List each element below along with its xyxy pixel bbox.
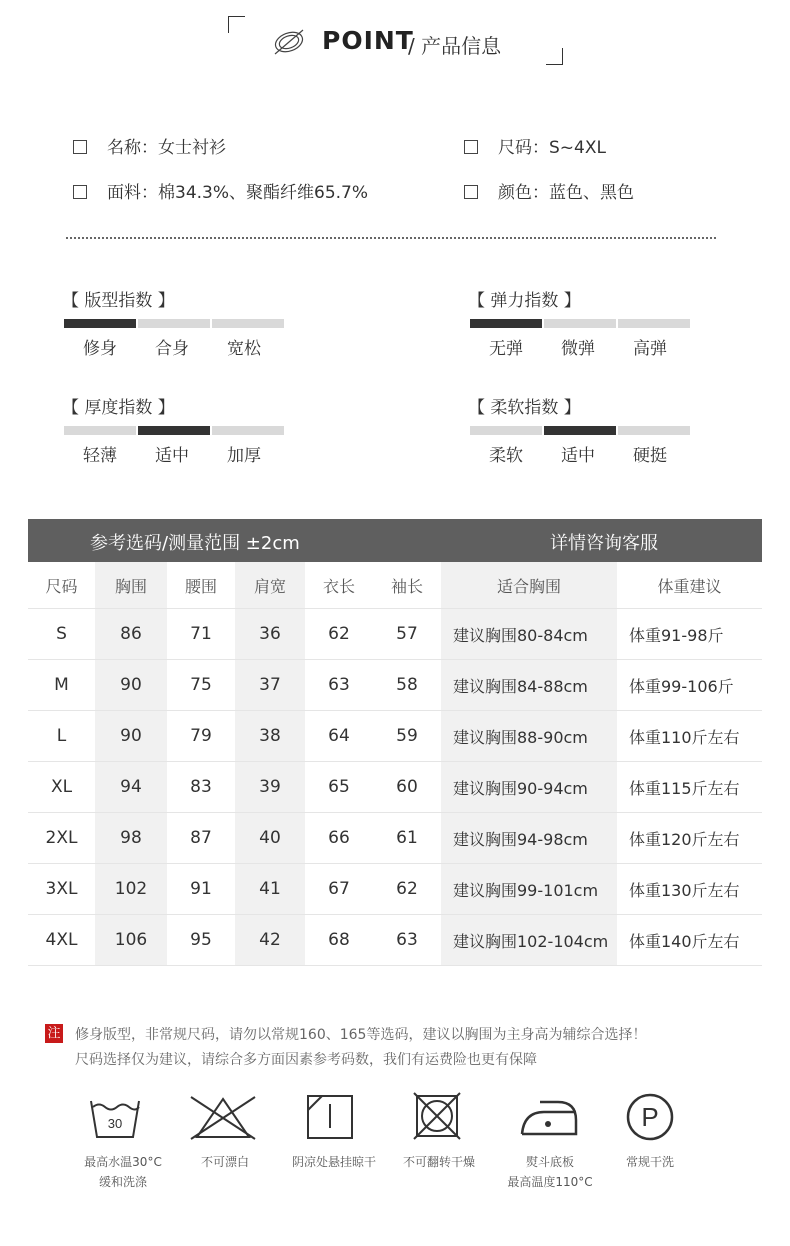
table-cell: 98 bbox=[95, 813, 167, 864]
table-cell: 41 bbox=[235, 864, 305, 915]
table-cell: 体重99-106斤 bbox=[617, 660, 762, 711]
care-label-iron bbox=[500, 1152, 600, 1192]
index-bar-segment-selected bbox=[138, 426, 210, 435]
table-cell: 106 bbox=[95, 915, 167, 966]
index-block bbox=[468, 286, 690, 359]
table-cell: 64 bbox=[305, 711, 373, 762]
info-name bbox=[73, 133, 226, 158]
table-cell: 体重91-98斤 bbox=[617, 609, 762, 660]
index-bar bbox=[64, 319, 284, 328]
care-label-dryclean: 常规干洗 bbox=[625, 1155, 674, 1169]
table-cell: 62 bbox=[305, 609, 373, 660]
table-cell: 建议胸围80-84cm bbox=[441, 609, 617, 660]
index-option: 微弹 bbox=[561, 339, 595, 359]
index-title: 【 弹力指数 】 bbox=[468, 291, 581, 311]
note-line-1: 修身版型，非常规尺码，请勿以常规160、165等选码，建议以胸围为主身高为辅综合选择！ bbox=[75, 1027, 647, 1043]
table-cell: 体重110斤左右 bbox=[617, 711, 762, 762]
corner-bracket-top-left bbox=[228, 16, 245, 33]
table-cell: 建议胸围88-90cm bbox=[441, 711, 617, 762]
index-labels bbox=[64, 334, 284, 359]
size-table-column-header: 衣长 bbox=[305, 562, 373, 609]
index-option: 宽松 bbox=[227, 339, 261, 359]
iron-icon bbox=[518, 1094, 580, 1138]
page-title: POINT bbox=[322, 26, 414, 55]
index-title: 【 版型指数 】 bbox=[62, 291, 175, 311]
checkbox-icon bbox=[464, 140, 478, 154]
index-block bbox=[468, 393, 690, 466]
size-table-column-header: 腰围 bbox=[167, 562, 235, 609]
index-bar-segment bbox=[618, 319, 690, 328]
table-cell: 建议胸围94-98cm bbox=[441, 813, 617, 864]
index-bar-segment bbox=[618, 426, 690, 435]
care-label-iron-2: 最高温度110°C bbox=[507, 1175, 593, 1189]
index-block bbox=[62, 393, 284, 466]
table-cell: 66 bbox=[305, 813, 373, 864]
table-cell: 90 bbox=[95, 711, 167, 762]
table-cell: 建议胸围102-104cm bbox=[441, 915, 617, 966]
table-cell: L bbox=[28, 711, 95, 762]
index-title: 【 柔软指数 】 bbox=[468, 398, 581, 418]
table-cell: 36 bbox=[235, 609, 305, 660]
table-cell: 63 bbox=[373, 915, 441, 966]
table-cell: 91 bbox=[167, 864, 235, 915]
table-cell: 79 bbox=[167, 711, 235, 762]
index-bar bbox=[64, 426, 284, 435]
size-table-column-header: 肩宽 bbox=[235, 562, 305, 609]
table-cell: 建议胸围99-101cm bbox=[441, 864, 617, 915]
table-cell: 83 bbox=[167, 762, 235, 813]
dry-clean-p-icon bbox=[625, 1092, 675, 1142]
table-cell: S bbox=[28, 609, 95, 660]
index-option: 轻薄 bbox=[83, 446, 117, 466]
table-cell: 62 bbox=[373, 864, 441, 915]
checkbox-icon bbox=[73, 185, 87, 199]
table-row bbox=[28, 609, 762, 660]
table-cell: 体重130斤左右 bbox=[617, 864, 762, 915]
no-bleach-icon bbox=[189, 1095, 257, 1141]
size-table-head-row bbox=[28, 562, 762, 609]
page-subtitle: / 产品信息 bbox=[408, 34, 502, 58]
dotted-divider bbox=[66, 237, 716, 239]
index-option: 加厚 bbox=[227, 446, 261, 466]
no-iron-slash-logo-icon bbox=[271, 28, 307, 56]
index-option: 修身 bbox=[83, 339, 117, 359]
index-labels bbox=[470, 441, 690, 466]
table-cell: 4XL bbox=[28, 915, 95, 966]
care-label-tumble: 不可翻转干燥 bbox=[402, 1155, 475, 1169]
size-table-body bbox=[28, 609, 762, 966]
table-cell: 87 bbox=[167, 813, 235, 864]
table-cell: XL bbox=[28, 762, 95, 813]
size-table-header bbox=[28, 519, 762, 562]
table-cell: 3XL bbox=[28, 864, 95, 915]
index-labels bbox=[64, 441, 284, 466]
wash-temp-text: 30 bbox=[107, 1116, 123, 1131]
size-table bbox=[28, 562, 762, 966]
table-cell: 63 bbox=[305, 660, 373, 711]
table-cell: 67 bbox=[305, 864, 373, 915]
note-mark: 注 bbox=[45, 1024, 63, 1043]
index-bar bbox=[470, 426, 690, 435]
checkbox-icon bbox=[73, 140, 87, 154]
dry-clean-symbol: P bbox=[641, 1102, 659, 1132]
index-bar-segment-selected bbox=[64, 319, 136, 328]
table-cell: 38 bbox=[235, 711, 305, 762]
info-name-text: 名称：女士衬衫 bbox=[107, 138, 226, 158]
care-label-wash-2: 缓和洗涤 bbox=[98, 1175, 147, 1189]
table-cell: 94 bbox=[95, 762, 167, 813]
care-label-wash bbox=[68, 1152, 178, 1192]
table-row bbox=[28, 711, 762, 762]
size-table-header-right: 详情咨询客服 bbox=[550, 533, 658, 554]
table-cell: 95 bbox=[167, 915, 235, 966]
table-cell: 建议胸围90-94cm bbox=[441, 762, 617, 813]
table-cell: 58 bbox=[373, 660, 441, 711]
index-option: 合身 bbox=[155, 339, 189, 359]
info-fabric bbox=[73, 178, 368, 203]
table-cell: M bbox=[28, 660, 95, 711]
index-bar-segment bbox=[544, 319, 616, 328]
wash-30-icon bbox=[89, 1097, 141, 1141]
index-bar-segment-selected bbox=[544, 426, 616, 435]
table-cell: 59 bbox=[373, 711, 441, 762]
size-table-column-header: 体重建议 bbox=[617, 562, 762, 609]
index-option: 柔软 bbox=[489, 446, 523, 466]
table-cell: 2XL bbox=[28, 813, 95, 864]
index-option: 适中 bbox=[561, 446, 595, 466]
table-cell: 68 bbox=[305, 915, 373, 966]
table-cell: 61 bbox=[373, 813, 441, 864]
table-cell: 40 bbox=[235, 813, 305, 864]
info-color bbox=[464, 178, 634, 203]
size-table-header-left: 参考选码/测量范围 ±2cm bbox=[90, 533, 300, 554]
index-bar-segment bbox=[138, 319, 210, 328]
index-option: 高弹 bbox=[633, 339, 667, 359]
table-row bbox=[28, 762, 762, 813]
index-bar bbox=[470, 319, 690, 328]
index-option: 无弹 bbox=[489, 339, 523, 359]
index-option: 硬挺 bbox=[633, 446, 667, 466]
index-bar-segment bbox=[212, 319, 284, 328]
table-cell: 39 bbox=[235, 762, 305, 813]
line-dry-shade-icon bbox=[306, 1094, 354, 1140]
table-cell: 42 bbox=[235, 915, 305, 966]
note-line-2: 尺码选择仅为建议，请综合多方面因素参考码数，我们有运费险也更有保障 bbox=[75, 1052, 537, 1068]
size-table-column-header: 袖长 bbox=[373, 562, 441, 609]
table-row bbox=[28, 660, 762, 711]
table-cell: 建议胸围84-88cm bbox=[441, 660, 617, 711]
care-label-dry: 阴凉处悬挂晾干 bbox=[291, 1155, 376, 1169]
index-bar-segment bbox=[64, 426, 136, 435]
index-bar-segment-selected bbox=[470, 319, 542, 328]
table-cell: 65 bbox=[305, 762, 373, 813]
table-cell: 86 bbox=[95, 609, 167, 660]
size-table-column-header: 尺码 bbox=[28, 562, 95, 609]
table-row bbox=[28, 813, 762, 864]
size-table-column-header: 胸围 bbox=[95, 562, 167, 609]
care-label-bleach: 不可漂白 bbox=[200, 1155, 249, 1169]
table-cell: 体重140斤左右 bbox=[617, 915, 762, 966]
index-bar-segment bbox=[470, 426, 542, 435]
info-fabric-text: 面料：棉34.3%、聚酯纤维65.7% bbox=[107, 183, 369, 203]
checkbox-icon bbox=[464, 185, 478, 199]
info-color-text: 颜色：蓝色、黑色 bbox=[498, 183, 634, 203]
table-cell: 体重120斤左右 bbox=[617, 813, 762, 864]
size-table-column-header: 适合胸围 bbox=[441, 562, 617, 609]
index-title: 【 厚度指数 】 bbox=[62, 398, 175, 418]
table-cell: 75 bbox=[167, 660, 235, 711]
index-block bbox=[62, 286, 284, 359]
table-cell: 102 bbox=[95, 864, 167, 915]
care-label-wash-1: 最高水温30°C bbox=[84, 1155, 162, 1169]
table-cell: 60 bbox=[373, 762, 441, 813]
index-bar-segment bbox=[212, 426, 284, 435]
table-row bbox=[28, 915, 762, 966]
index-labels bbox=[470, 334, 690, 359]
table-cell: 体重115斤左右 bbox=[617, 762, 762, 813]
info-size-text: 尺码：S~4XL bbox=[498, 138, 606, 158]
table-row bbox=[28, 864, 762, 915]
no-tumble-dry-icon bbox=[413, 1092, 461, 1140]
corner-bracket-bottom-right bbox=[546, 48, 563, 65]
info-size bbox=[464, 133, 606, 158]
care-label-iron-1: 熨斗底板 bbox=[525, 1155, 574, 1169]
table-cell: 71 bbox=[167, 609, 235, 660]
index-option: 适中 bbox=[155, 446, 189, 466]
table-cell: 90 bbox=[95, 660, 167, 711]
table-cell: 37 bbox=[235, 660, 305, 711]
table-cell: 57 bbox=[373, 609, 441, 660]
